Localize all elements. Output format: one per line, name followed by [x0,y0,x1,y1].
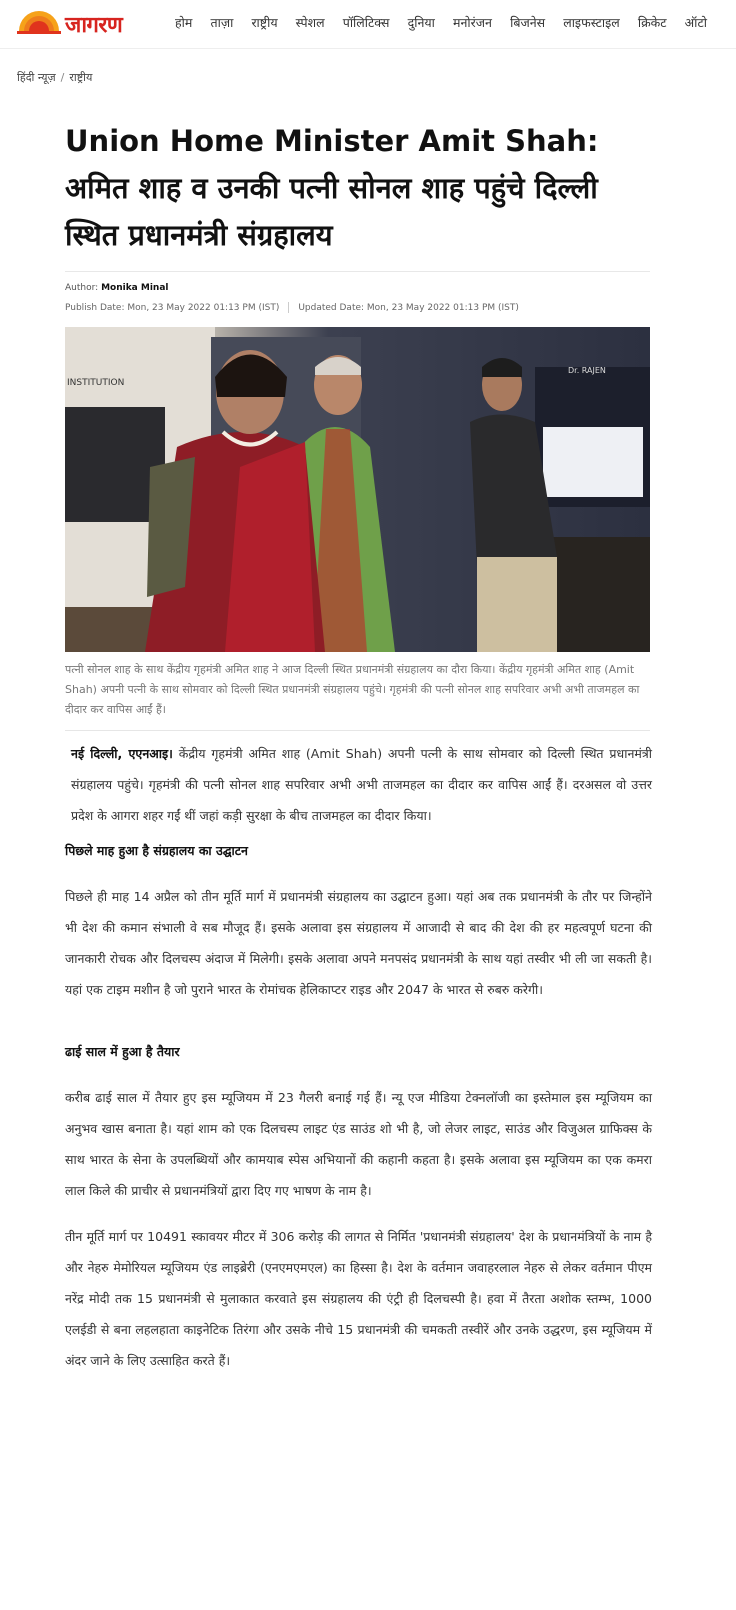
nav-item-politics[interactable]: पॉलिटिक्स [342,15,390,30]
author-line [65,283,169,293]
main-nav [175,12,720,31]
dateline: नई दिल्ली, एएनआइ। [71,746,173,761]
date-separator [288,302,289,313]
caption-divider [65,730,650,731]
article-dates [65,302,519,313]
subheading-ready: ढाई साल में हुआ है तैयार [65,1044,180,1059]
nav-item-world[interactable]: दुनिया [407,15,435,30]
sun-logo-icon [17,9,61,35]
breadcrumb-separator: / [60,71,65,84]
photo-sign-institution: INSTITUTION [67,378,125,388]
publish-date: Publish Date: Mon, 23 May 2022 01:13 PM (IST) [65,303,280,313]
nav-item-latest[interactable]: ताज़ा [210,15,234,30]
nav-item-entertainment[interactable]: मनोरंजन [453,15,492,30]
subheading-inauguration: पिछले माह हुआ है संग्रहालय का उद्घाटन [65,843,248,858]
lead-text: केंद्रीय गृहमंत्री अमित शाह (Amit Shah) अपनी पत्नी के साथ सोमवार को दिल्ली स्थित प्रधानमंत्री संग्रहालय पहुंचे। गृहमंत्री की पत्नी सोनल शाह सपरिवार अभी अभी ताजमहल का दीदार कर वापिस आईं हैं। दरअसल वो उत्तर प्रदेश के आगरा शहर गईं थीं जहां कड़ी सुरक्षा के बीच ताजमहल का दीदार किया। [71,746,652,823]
logo-wordmark: जागरण [65,13,123,38]
article-title: Union Home Minister Amit Shah: अमित शाह व उनकी पत्नी सोनल शाह पहुंचे दिल्ली स्थित प्रधानमंत्री संग्रहालय [65,124,599,252]
nav-item-lifestyle[interactable]: लाइफस्टाइल [563,15,620,30]
paragraph-galleries: करीब ढाई साल में तैयार हुए इस म्यूजियम में 23 गैलरी बनाई गई हैं। न्यू एज मीडिया टेक्नलॉजी का इस्तेमाल इस म्यूजियम का अनुभव खास बनाता है। यहां शाम को एक दिलचस्प लाइट एंड साउंड शो भी है, जो लेजर लाइट, साउंड और विजुअल ग्राफिक्स के साथ भारत के सेना के उपलब्धियों और कामयाब स्पेस अभियानों की कहानी कहता है। इसके अलावा इस म्यूजियम का एक कमरा लाल किले की प्राचीर से प्रधानमंत्रियों द्वारा दिए गए भाषण के नाम है। [65,1090,652,1198]
paragraph-teen-murti: तीन मूर्ति मार्ग पर 10491 स्कावयर मीटर में 306 करोड़ की लागत से निर्मित 'प्रधानमंत्री संग्रहालय' देश के प्रधानमंत्रियों के नाम है और नेहरु मेमोरियल म्यूजियम एंड लाइब्रेरी (एनएमएमएल) का हिस्सा है। देश के वर्तमान जवाहरलाल नेहरु से लेकर वर्तमान पीएम नरेंद्र मोदी तक 15 प्रधानमंत्री से मुलाकात करवाते इस संग्रहालय की एंट्री ही दिलचस्पी है। हवा में तैरता अशोक स्तम्भ, 1000 एलईडी से बना लहलहाता काइनेटिक तिरंगा और उसके नीचे 15 प्रधानमंत्री की चमकती तस्वीरें और उनके उद्धरण, इस म्यूजियम में अंदर जाने के लिए उत्साहित करते हैं। [65,1229,652,1368]
nav-item-business[interactable]: बिजनेस [510,15,546,30]
author-name[interactable]: Monika Minal [101,283,169,293]
site-logo[interactable] [17,9,147,38]
article-body [65,738,652,1376]
site-header [0,0,736,49]
author-label: Author: [65,283,99,293]
nav-item-cricket[interactable]: क्रिकेट [637,15,667,30]
nav-item-home[interactable]: होम [175,15,193,30]
museum-visit-photo [65,327,650,652]
photo-sign-dr-rajen: Dr. RAJEN [568,366,606,375]
article-photo [65,327,650,652]
lead-paragraph [65,738,652,831]
title-divider [65,271,650,272]
photo-caption: पत्नी सोनल शाह के साथ केंद्रीय गृहमंत्री अमित शाह ने आज दिल्ली स्थित प्रधानमंत्री संग्रहालय का दौरा किया। केंद्रीय गृहमंत्री अमित शाह (Amit Shah) अपनी पत्नी के साथ सोमवार को दिल्ली स्थित प्रधानमंत्री संग्रहालय पहुंचे। गृहमंत्री की पत्नी सोनल शाह सपरिवार अभी अभी ताजमहल का दीदार कर वापिस आईं हैं। [65,663,640,716]
breadcrumb [17,70,92,85]
nav-item-auto[interactable]: ऑटो [684,15,707,30]
breadcrumb-home[interactable]: हिंदी न्यूज़ [17,71,56,84]
nav-item-national[interactable]: राष्ट्रीय [251,15,278,30]
paragraph-inauguration: पिछले ही माह 14 अप्रैल को तीन मूर्ति मार्ग में प्रधानमंत्री संग्रहालय का उद्घाटन हुआ। यहां अब तक प्रधानमंत्री के तौर पर जिन्होंने भी देश की कमान संभाली वे सब मौजूद हैं। इसके अलावा इस संग्रहालय में आजादी से बाद की देश की हर महत्वपूर्ण घटना की जानकारी रोचक और दिलचस्प अंदाज में मिलेगी। इसके अलावा अपने मनपसंद प्रधानमंत्री के साथ यहां तस्वीर भी ली जा सकती है। यहां एक टाइम मशीन है जो पुराने भारत के रोमांचक हेलिकाप्टर राइड और 2047 के भारत से रुबरु करेगी। [65,889,652,997]
nav-item-special[interactable]: स्पेशल [295,15,325,30]
updated-date: Updated Date: Mon, 23 May 2022 01:13 PM (IST) [298,303,519,313]
breadcrumb-section[interactable]: राष्ट्रीय [69,71,93,84]
